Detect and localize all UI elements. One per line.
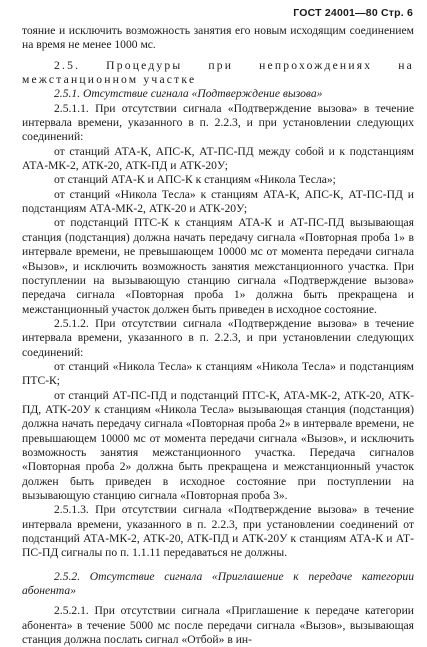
paragraph-2-5-2-1: 2.5.2.1. При отсутствии сигнала «Приглашение к передаче категории абонента» в течение 5000 мс после передачи сигнала «Вызов», вызывающая станция должна послать сигнал «Отбой» в ин-: [22, 604, 414, 647]
document-body: [22, 24, 414, 647]
subsection-heading-2-5-1: 2.5.1. Отсутствие сигнала «Подтверждение вызова»: [54, 87, 323, 101]
list-item: от подстанций ПТС-К к станциям АТА-К и АТ-ПС-ПД вызывающая станция (подстанция) должна начать передачу сигнала «Повторная проба 1» в интервале времени, не превышающем 10000 мс от момента передачи сигнала «Вызов», и исключить возможность занятия межстанционного участка. При поступлении на вызывающую станцию сигнала «Подтверждение вызова» передача сигнала «Повторная проба 1» должна быть прекращена и межстанционный участок должен быть приведен в исходное состояние.: [22, 216, 414, 316]
paragraph-2-5-1-3: 2.5.1.3. При отсутствии сигнала «Подтверждение вызова» в течение интервала времени, указанного в п. 2.2.3, при установлении соединений от подстанций АТА-МК-2, АТК-20, АТК-ПД и АТК-20У к станциям АТА-К и АТ-ПС-ПД сигналы по п. 1.1.11 передаваться не должны.: [22, 503, 414, 560]
list-item: от станций «Никола Тесла» к станциям АТА-К, АПС-К, АТ-ПС-ПД и подстанциям АТА-МК-2, АТК-20 и АТК-20У;: [22, 187, 414, 216]
list-item: от станций «Никола Тесла» к станциям «Никола Тесла» и подстанциям ПТС-К;: [22, 359, 414, 388]
list-item: от станций АТА-К, АПС-К, АТ-ПС-ПД между собой и к подстанциям АТА-МК-2, АТК-20, АТК-ПД и АТК-20У;: [22, 144, 414, 173]
section-heading-2-5: 2.5. Процедуры при непрохождениях на межстанционном участке: [22, 58, 414, 87]
list-item: от станций АТА-К и АПС-К к станциям «Никола Тесла»;: [54, 173, 336, 187]
paragraph-continuation: тояние и исключить возможность занятия его новым исходящим соединением на время не менее 1000 мс.: [22, 24, 414, 52]
list-item: от станций АТ-ПС-ПД и подстанций ПТС-К, АТА-МК-2, АТК-20, АТК-ПД, АТК-20У к станциям «Никола Тесла» вызывающая станция (подстанция) должна начать передачу сигнала «Повторная проба 2» в интервале времени, не превышающем 10000 мс от момента передачи сигнала «Вызов», и исключить возможность занятия межстанционного участка. Передача сигналов «Повторная проба 2» должна быть прекращена и межстанционный участок должен быть приведен в исходное состояние при поступлении на вызывающую станцию сигнала «Повторная проба 3».: [22, 388, 414, 502]
paragraph-2-5-1-1: 2.5.1.1. При отсутствии сигнала «Подтверждение вызова» в течение интервала времени, указанного в п. 2.2.3, и при установлении следующих соединений:: [22, 101, 414, 144]
subsection-heading-2-5-2: 2.5.2. Отсутствие сигнала «Приглашение к передаче категории абонента»: [22, 569, 414, 598]
paragraph-2-5-1-2: 2.5.1.2. При отсутствии сигнала «Подтверждение вызова» в течение интервала времени, указанного в п. 2.2.3, и при установлении следующих соединений:: [22, 316, 414, 359]
page-header: ГОСТ 24001—80 Стр. 6: [293, 7, 413, 19]
